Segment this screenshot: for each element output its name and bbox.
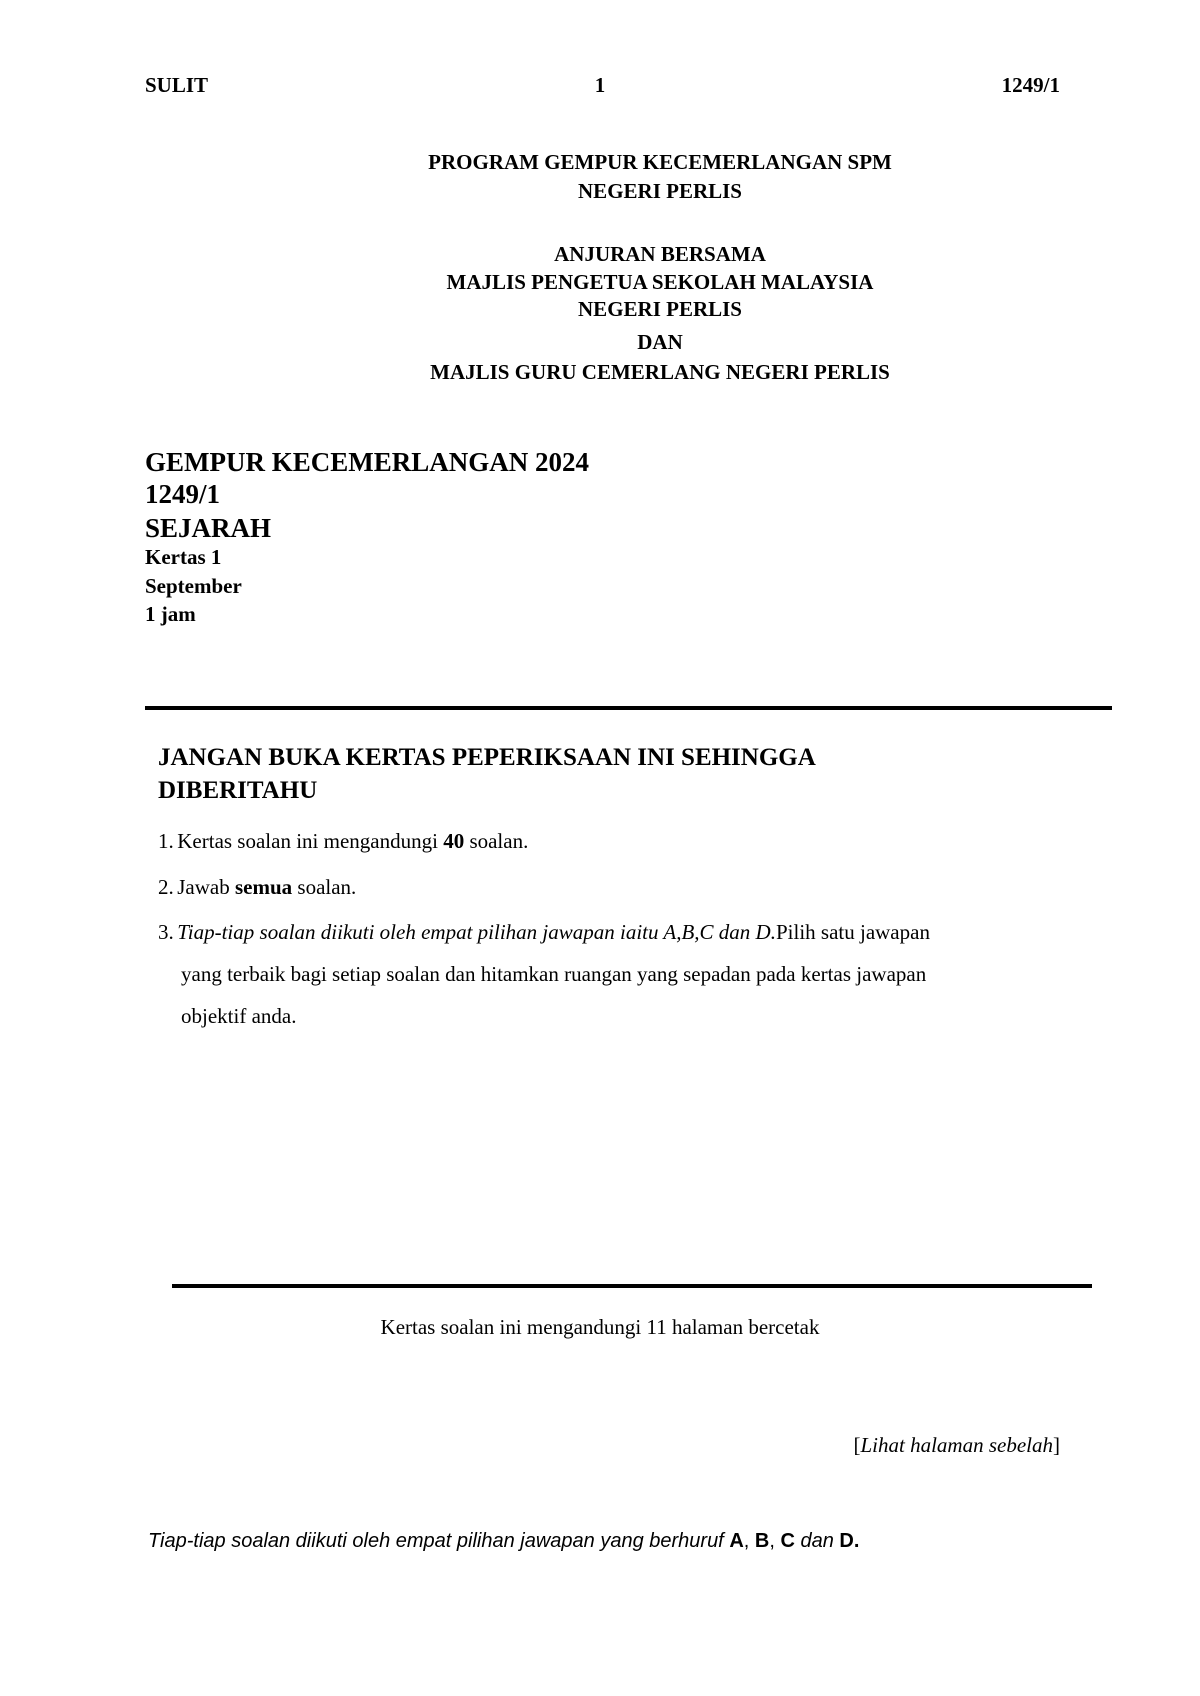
warning-line-1: JANGAN BUKA KERTAS PEPERIKSAAN INI SEHINGGA xyxy=(158,744,816,771)
divider-bottom xyxy=(172,1284,1092,1288)
program-state: NEGERI PERLIS xyxy=(578,179,742,203)
see-next-page-text: Lihat halaman sebelah xyxy=(860,1433,1053,1457)
organizer-2: MAJLIS GURU CEMERLANG NEGERI PERLIS xyxy=(430,360,890,384)
program-title: PROGRAM GEMPUR KECEMERLANGAN SPM xyxy=(428,150,892,174)
option-separator: , xyxy=(743,1530,755,1552)
options-note-text: Tiap-tiap soalan diikuti oleh empat pilihan jawapan yang berhuruf xyxy=(148,1530,730,1552)
instruction-item-2 xyxy=(158,866,1058,908)
instruction-number: 1. xyxy=(158,829,174,853)
instruction-text: Pilih satu jawapan xyxy=(775,920,930,944)
paper-code-header: 1249/1 xyxy=(1001,73,1060,97)
instruction-emphasis: 40 xyxy=(443,829,465,853)
organizer-intro: ANJURAN BERSAMA xyxy=(554,242,766,266)
instruction-item-3 xyxy=(158,911,1058,1037)
option-separator: , xyxy=(769,1530,781,1552)
instruction-text: soalan. xyxy=(464,829,529,853)
instruction-text: Kertas soalan ini mengandungi xyxy=(177,829,444,853)
see-next-page-note xyxy=(780,1432,1060,1458)
exam-month: September xyxy=(145,574,242,598)
instruction-text: Jawab xyxy=(177,875,235,899)
option-a: A xyxy=(729,1530,744,1552)
organizer-conjunction: DAN xyxy=(637,330,683,354)
option-c: C xyxy=(780,1530,795,1552)
option-conjunction: dan xyxy=(794,1530,840,1552)
bracket-open: [ xyxy=(853,1433,861,1457)
instruction-italic-text: Tiap-tiap soalan diikuti oleh empat pilihan jawapan iaitu A,B,C dan D. xyxy=(177,920,776,944)
instruction-continuation: objektif anda. xyxy=(181,1004,297,1028)
exam-name: GEMPUR KECEMERLANGAN 2024 xyxy=(145,447,589,477)
header-confidential-label: SULIT xyxy=(145,73,209,97)
warning-line-2: DIBERITAHU xyxy=(158,777,318,804)
option-b: B xyxy=(754,1530,770,1552)
instruction-number: 2. xyxy=(158,875,174,899)
organizer-1-state: NEGERI PERLIS xyxy=(578,297,742,321)
exam-code: 1249/1 xyxy=(145,479,221,509)
page-number: 1 xyxy=(594,73,606,97)
option-d: D. xyxy=(839,1530,860,1552)
instruction-emphasis: semua xyxy=(234,875,293,899)
instruction-number: 3. xyxy=(158,920,174,944)
answer-options-note xyxy=(148,1528,859,1554)
instruction-continuation: yang terbaik bagi setiap soalan dan hitamkan ruangan yang sepadan pada kertas jawapan xyxy=(181,962,927,986)
printed-pages-note: Kertas soalan ini mengandungi 11 halaman bercetak xyxy=(380,1315,820,1339)
exam-duration: 1 jam xyxy=(145,602,196,626)
organizer-1: MAJLIS PENGETUA SEKOLAH MALAYSIA xyxy=(446,270,874,294)
bracket-close: ] xyxy=(1053,1433,1060,1457)
divider-top xyxy=(145,706,1112,710)
exam-subject: SEJARAH xyxy=(145,513,272,543)
instruction-text: soalan. xyxy=(292,875,357,899)
exam-paper: Kertas 1 xyxy=(145,545,222,569)
instruction-item-1 xyxy=(158,820,1058,862)
